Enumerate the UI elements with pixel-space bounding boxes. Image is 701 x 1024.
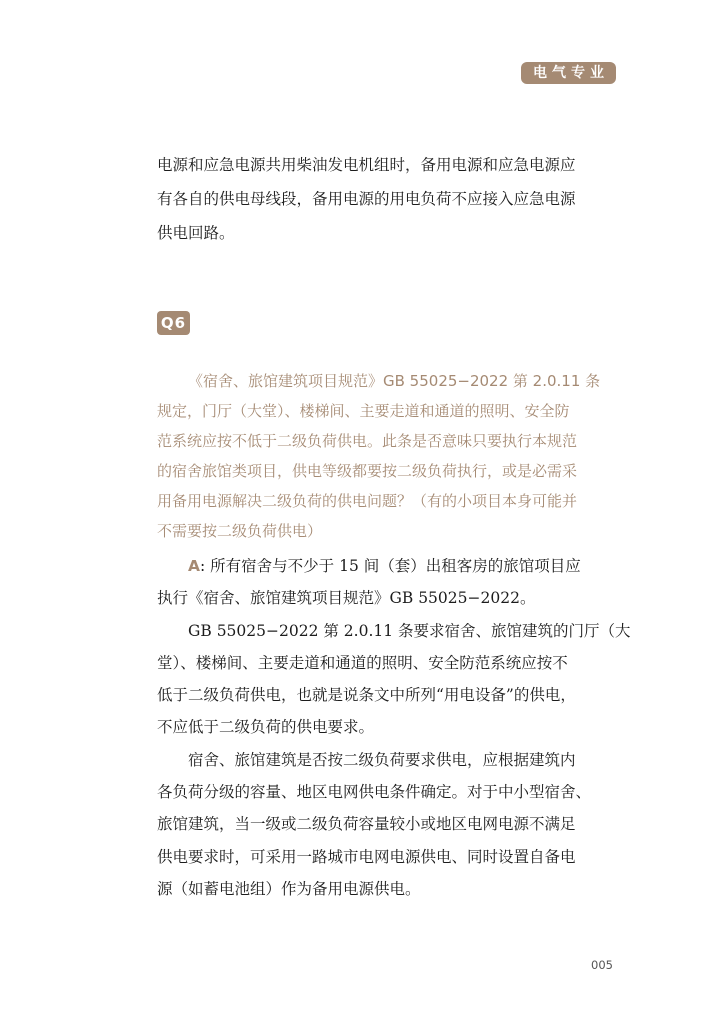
answer-line: 低于二级负荷供电，也就是说条文中所列“用电设备”的供电， — [157, 686, 576, 705]
section-badge: 电气专业 — [521, 62, 616, 84]
answer-line: 堂）、楼梯间、主要走道和通道的照明、安全防范系统应按不 — [157, 653, 568, 672]
question-line: 规定，门厅（大堂）、楼梯间、主要走道和通道的照明、安全防 — [157, 402, 570, 420]
answer-line: GB 55025−2022 第 2.0.11 条要求宿舍、旅馆建筑的门厅（大 — [188, 621, 631, 640]
answer-line: 不应低于二级负荷的供电要求。 — [157, 718, 375, 737]
answer-line: 执行《宿舍、旅馆建筑项目规范》GB 55025−2022。 — [157, 589, 536, 608]
question-number-badge: Q6 — [157, 311, 190, 335]
answer-line: 宿舍、旅馆建筑是否按二级负荷要求供电，应根据建筑内 — [188, 750, 576, 769]
answer-line: 旅馆建筑，当一级或二级负荷容量较小或地区电网电源不满足 — [157, 815, 576, 834]
answer-text — [157, 550, 631, 905]
intro-paragraph — [157, 148, 627, 250]
answer-line: 各负荷分级的容量、地区电网供电条件确定。对于中小型宿舍、 — [157, 783, 592, 802]
question-line: 不需要按二级负荷供电） — [157, 522, 323, 540]
intro-line: 供电回路。 — [157, 224, 235, 242]
answer-line-text: 所有宿舍与不少于 15 间（套）出租客房的旅馆项目应 — [205, 557, 581, 575]
page-number: 005 — [591, 958, 613, 972]
answer-line: 源（如蓄电池组）作为备用电源供电。 — [157, 879, 421, 898]
question-line: 的宿舍旅馆类项目，供电等级都要按二级负荷执行，或是必需采 — [157, 462, 578, 480]
answer-line — [157, 550, 627, 582]
answer-separator: : — [200, 557, 206, 575]
intro-line: 电源和应急电源共用柴油发电机组时，备用电源和应急电源应 — [157, 156, 576, 174]
question-line: 范系统应按不低于二级负荷供电。此条是否意味只要执行本规范 — [157, 432, 578, 450]
question-line: 《宿舍、旅馆建筑项目规范》GB 55025−2022 第 2.0.11 条 — [188, 372, 601, 390]
question-text — [157, 366, 627, 546]
answer-line: 供电要求时，可采用一路城市电网电源供电、同时设置自备电 — [157, 847, 576, 866]
intro-line: 有各自的供电母线段，备用电源的用电负荷不应接入应急电源 — [157, 190, 576, 208]
answer-marker: A — [188, 557, 200, 575]
question-line: 用备用电源解决二级负荷的供电问题？（有的小项目本身可能并 — [157, 492, 578, 510]
